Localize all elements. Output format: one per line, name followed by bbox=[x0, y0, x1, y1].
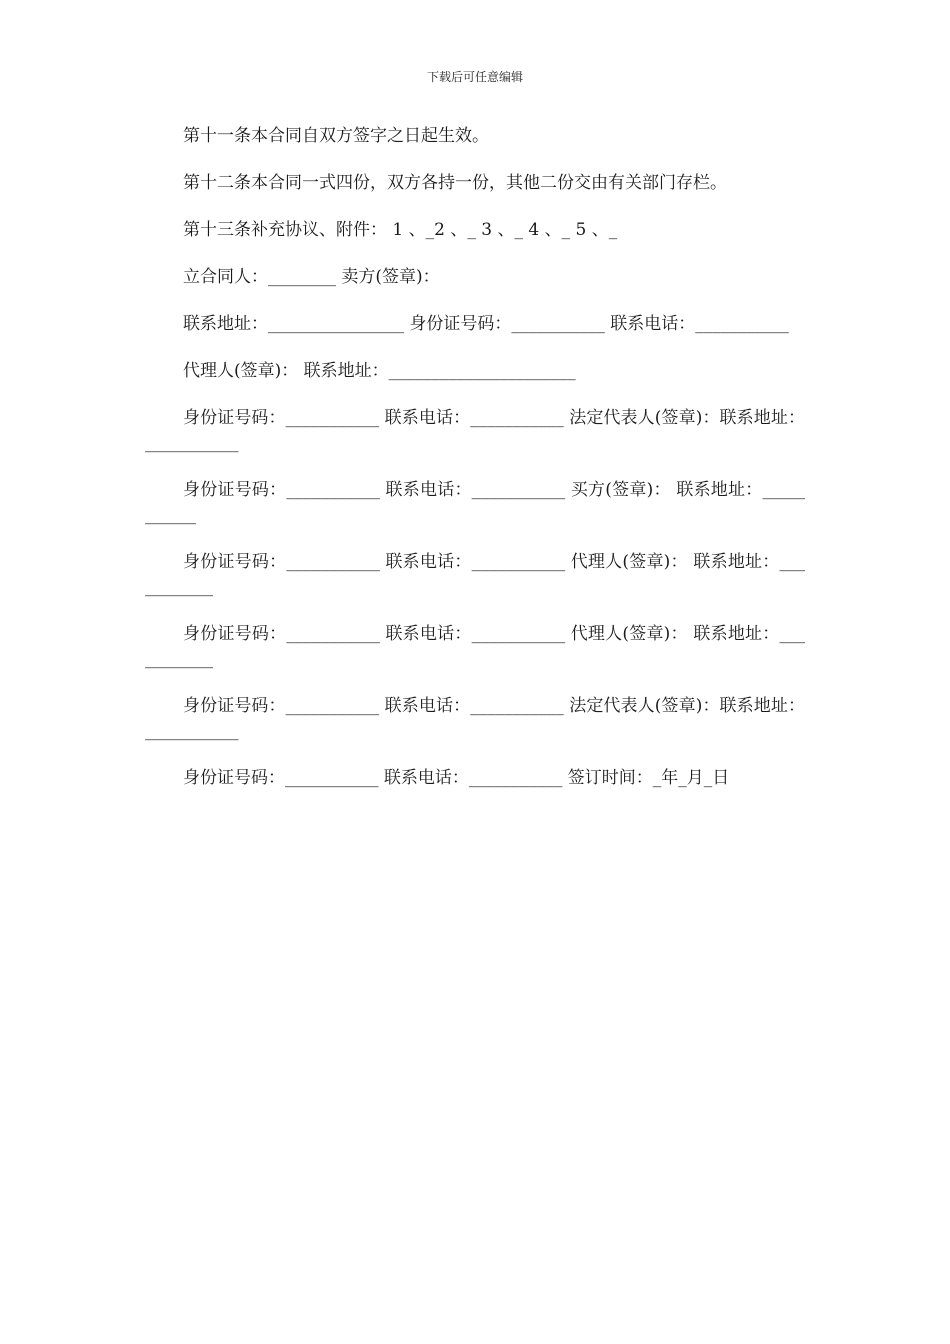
seller-contact-line: 联系地址：________________ 身份证号码：___________ 联系电话：___________ bbox=[183, 314, 789, 334]
signatory-seller-line: 立合同人：________ 卖方(签章)： bbox=[183, 267, 440, 287]
buyer-line: 身份证号码：___________ 联系电话：___________ 买方(签章)： 联系地址：___________ bbox=[145, 480, 805, 525]
buyer-agent-line-2: 身份证号码：___________ 联系电话：___________ 代理人(签章)： 联系地址：___________ bbox=[145, 624, 805, 669]
contract-body bbox=[145, 124, 805, 813]
seller-legal-rep-line: 身份证号码：___________ 联系电话：___________ 法定代表人(签章)：联系地址：___________ bbox=[145, 408, 805, 453]
clause-13-attachments: 第十三条补充协议、附件： 1 、_2 、_ 3 、_ 4 、_ 5 、_ bbox=[183, 220, 618, 240]
page-header-note: 下载后可任意编辑 bbox=[426, 70, 523, 84]
seller-agent-line: 代理人(签章)： 联系地址：______________________ bbox=[183, 361, 576, 381]
signing-date-line: 身份证号码：___________ 联系电话：___________ 签订时间：_年_月_日 bbox=[183, 768, 730, 788]
clause-12-copies: 第十二条本合同一式四份，双方各持一份，其他二份交由有关部门存栏。 bbox=[183, 173, 727, 193]
buyer-agent-line-1: 身份证号码：___________ 联系电话：___________ 代理人(签章)： 联系地址：___________ bbox=[145, 552, 805, 597]
clause-11-effective-date: 第十一条本合同自双方签字之日起生效。 bbox=[183, 126, 489, 146]
buyer-legal-rep-line: 身份证号码：___________ 联系电话：___________ 法定代表人(签章)：联系地址：___________ bbox=[145, 696, 805, 741]
